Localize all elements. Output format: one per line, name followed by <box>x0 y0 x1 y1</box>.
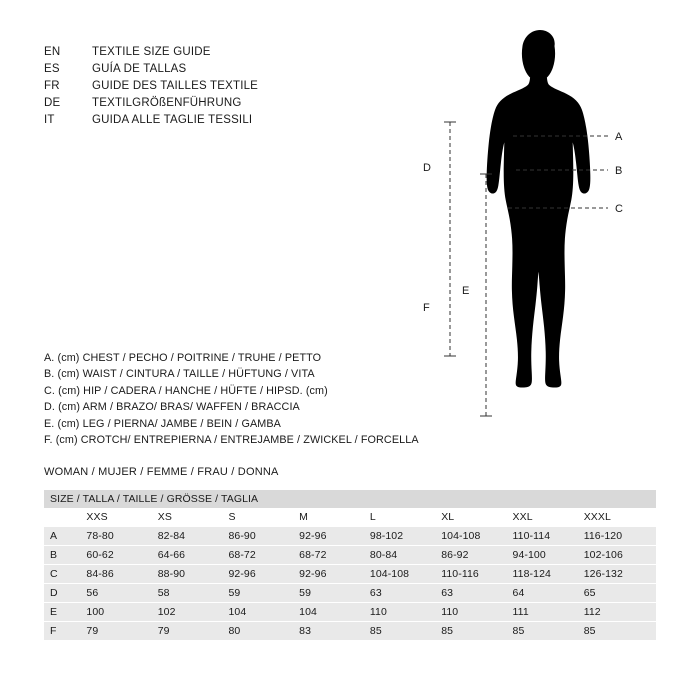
table-cell: 64-66 <box>158 546 229 565</box>
guide-lines-vertical <box>450 122 486 416</box>
legend-line-d: D. (cm) ARM / BRAZO/ BRAS/ WAFFEN / BRACCIA <box>44 401 300 414</box>
table-cell: 92-96 <box>299 527 370 546</box>
table-cell: 79 <box>86 622 157 641</box>
language-title: GUIDE DES TAILLES TEXTILE <box>92 80 259 92</box>
measurement-legend <box>44 350 419 448</box>
language-code: IT <box>44 114 55 126</box>
language-header-block <box>44 44 258 129</box>
table-header-cell: XXL <box>513 508 584 527</box>
table-header-cell: M <box>299 508 370 527</box>
table-cell: 59 <box>299 584 370 603</box>
table-cell: 86-92 <box>441 546 512 565</box>
table-cell: 112 <box>584 603 656 622</box>
table-row-label: D <box>44 584 86 603</box>
language-code: ES <box>44 63 60 75</box>
table-row-label: E <box>44 603 86 622</box>
table-cell: 59 <box>228 584 299 603</box>
language-row <box>44 61 258 78</box>
marker-label-f: F <box>423 302 430 314</box>
guide-labels-horizontal <box>615 131 623 215</box>
audience-label: WOMAN / MUJER / FEMME / FRAU / DONNA <box>44 466 279 478</box>
table-header-cell <box>44 508 86 527</box>
size-table <box>44 490 656 640</box>
marker-label-d: D <box>423 162 431 174</box>
language-title: GUÍA DE TALLAS <box>92 63 187 75</box>
table-cell: 118-124 <box>513 565 584 584</box>
table-cell: 94-100 <box>513 546 584 565</box>
marker-label-b: B <box>615 165 623 177</box>
marker-label-c: C <box>615 203 623 215</box>
table-header-cell: XL <box>441 508 512 527</box>
legend-line-a: A. (cm) CHEST / PECHO / POITRINE / TRUHE / PETTO <box>44 352 322 364</box>
table-row <box>44 565 656 584</box>
table-cell: 110-116 <box>441 565 512 584</box>
table-cell: 110-114 <box>513 527 584 546</box>
table-cell: 80-84 <box>370 546 441 565</box>
table-row <box>44 546 656 565</box>
table-cell: 92-96 <box>299 565 370 584</box>
table-cell: 104-108 <box>441 527 512 546</box>
table-cell: 84-86 <box>86 565 157 584</box>
table-cell: 64 <box>513 584 584 603</box>
table-row-label: B <box>44 546 86 565</box>
table-cell: 102-106 <box>584 546 656 565</box>
table-cell: 98-102 <box>370 527 441 546</box>
language-title: TEXTILGRÖßENFÜHRUNG <box>92 97 242 109</box>
table-row-label: A <box>44 527 86 546</box>
table-cell: 110 <box>441 603 512 622</box>
language-row <box>44 44 258 61</box>
guide-labels-vertical <box>423 162 469 314</box>
size-diagram <box>390 26 670 446</box>
table-cell: 85 <box>370 622 441 641</box>
table-cell: 85 <box>584 622 656 641</box>
table-header-cell: XS <box>158 508 229 527</box>
legend-line-e: E. (cm) LEG / PIERNA/ JAMBE / BEIN / GAMBA <box>44 417 281 430</box>
table-cell: 78-80 <box>86 527 157 546</box>
legend-line-c: C. (cm) HIP / CADERA / HANCHE / HÜFTE / HIPSD. (cm) <box>44 384 328 397</box>
table-row <box>44 603 656 622</box>
table-cell: 116-120 <box>584 527 656 546</box>
table-row-label: C <box>44 565 86 584</box>
table-header-cell: L <box>370 508 441 527</box>
table-row-label: F <box>44 622 86 641</box>
table-cell: 110 <box>370 603 441 622</box>
female-body-silhouette <box>487 30 591 388</box>
table-cell: 68-72 <box>299 546 370 565</box>
table-header-cell: XXXL <box>584 508 656 527</box>
table-row <box>44 527 656 546</box>
table-cell: 85 <box>513 622 584 641</box>
table-cell: 88-90 <box>158 565 229 584</box>
table-cell: 82-84 <box>158 527 229 546</box>
table-cell: 60-62 <box>86 546 157 565</box>
language-title: GUIDA ALLE TAGLIE TESSILI <box>92 114 253 126</box>
language-title: TEXTILE SIZE GUIDE <box>92 46 211 58</box>
table-header-cell: XXS <box>86 508 157 527</box>
table-cell: 100 <box>86 603 157 622</box>
guide-ticks <box>444 122 492 416</box>
table-band-header-label: SIZE / TALLA / TAILLE / GRÖSSE / TAGLIA <box>44 490 656 508</box>
table-cell: 83 <box>299 622 370 641</box>
table-row <box>44 622 656 641</box>
table-row <box>44 584 656 603</box>
table-cell: 104-108 <box>370 565 441 584</box>
legend-line-f: F. (cm) CROTCH/ ENTREPIERNA / ENTREJAMBE / ZWICKEL / FORCELLA <box>44 434 419 447</box>
table-cell: 56 <box>86 584 157 603</box>
table-cell: 68-72 <box>228 546 299 565</box>
language-code: FR <box>44 80 60 92</box>
marker-label-e: E <box>462 285 470 297</box>
table-cell: 85 <box>441 622 512 641</box>
table-cell: 104 <box>228 603 299 622</box>
table-cell: 63 <box>441 584 512 603</box>
marker-label-a: A <box>615 131 623 143</box>
table-cell: 111 <box>513 603 584 622</box>
table-cell: 102 <box>158 603 229 622</box>
table-cell: 79 <box>158 622 229 641</box>
language-code: EN <box>44 46 61 58</box>
language-row <box>44 95 258 112</box>
table-cell: 92-96 <box>228 565 299 584</box>
language-row <box>44 112 258 129</box>
table-header-row <box>44 508 656 527</box>
legend-line-b: B. (cm) WAIST / CINTURA / TAILLE / HÜFTUNG / VITA <box>44 368 315 381</box>
table-band-header <box>44 490 656 508</box>
table-cell: 80 <box>228 622 299 641</box>
language-row <box>44 78 258 95</box>
table-cell: 65 <box>584 584 656 603</box>
language-code: DE <box>44 97 61 109</box>
table-cell: 58 <box>158 584 229 603</box>
table-cell: 63 <box>370 584 441 603</box>
table-cell: 86-90 <box>228 527 299 546</box>
table-cell: 126-132 <box>584 565 656 584</box>
table-cell: 104 <box>299 603 370 622</box>
table-header-cell: S <box>228 508 299 527</box>
